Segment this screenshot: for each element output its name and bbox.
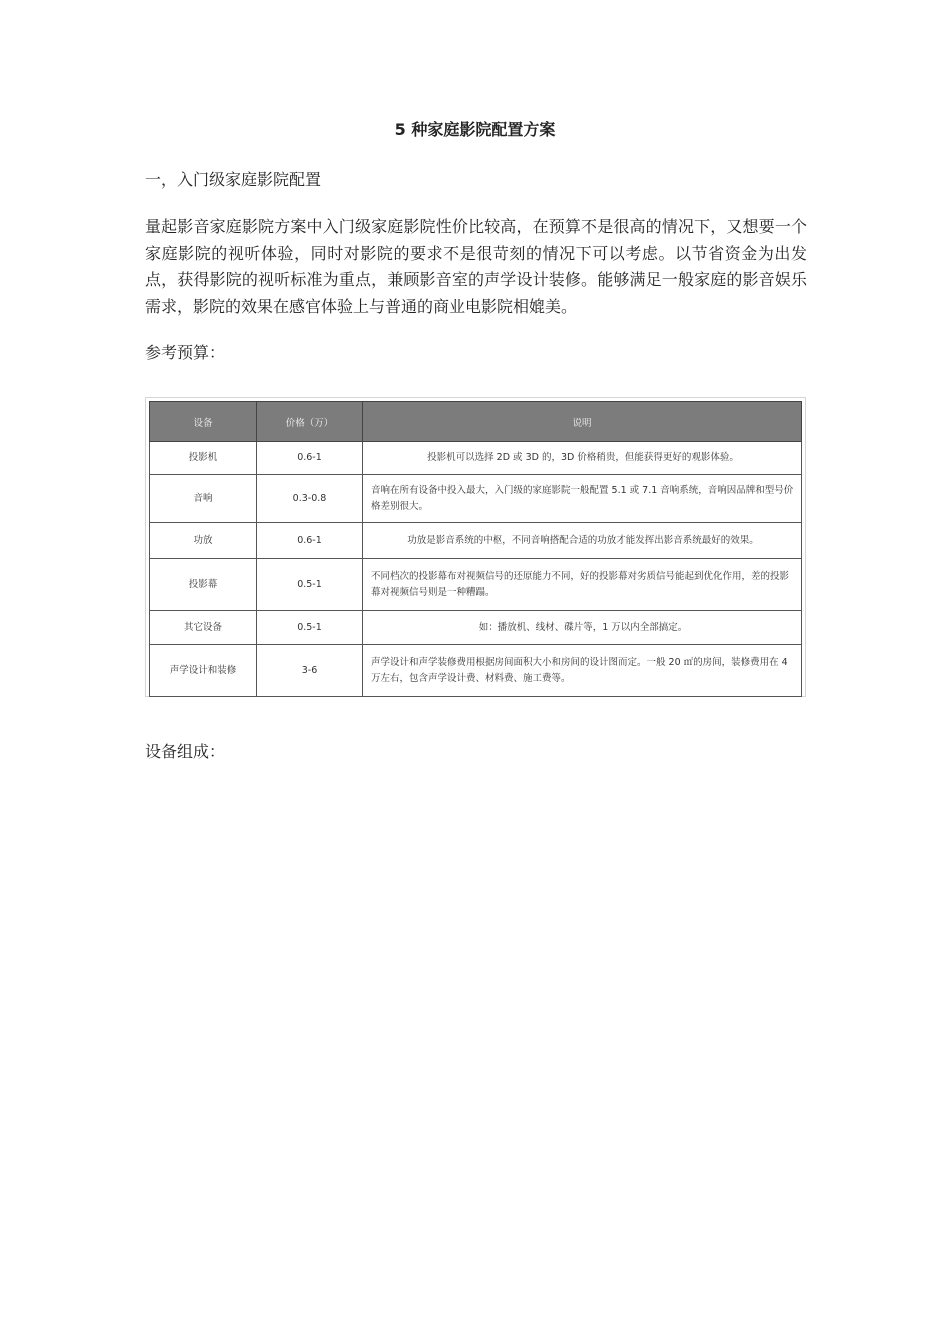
budget-label: 参考预算： [145,343,226,362]
document-title: 5 种家庭影院配置方案 [394,120,556,139]
cell-price: 3-6 [257,645,363,697]
budget-table-image [145,397,806,697]
header-price: 价格（万） [257,402,363,442]
table-row [150,611,802,645]
cell-desc: 音响在所有设备中投入最大，入门级的家庭影院一般配置 5.1 或 7.1 音响系统，音响因品牌和型号价格差别很大。 [363,475,802,523]
header-description: 说明 [363,402,802,442]
cell-item: 投影机 [150,442,257,475]
budget-table [149,401,802,697]
section-heading: 一，入门级家庭影院配置 [145,170,322,189]
cell-price: 0.6-1 [257,523,363,559]
table-row [150,442,802,475]
cell-desc: 功放是影音系统的中枢，不同音响搭配合适的功放才能发挥出影音系统最好的效果。 [363,523,802,559]
cell-desc: 投影机可以选择 2D 或 3D 的，3D 价格稍贵，但能获得更好的观影体验。 [363,442,802,475]
cell-price: 0.6-1 [257,442,363,475]
cell-price: 0.3-0.8 [257,475,363,523]
intro-paragraph: 量起影音家庭影院方案中入门级家庭影院性价比较高，在预算不是很高的情况下，又想要一个家庭影院的视听体验，同时对影院的要求不是很苛刻的情况下可以考虑。以节省资金为出发点，获得影院的视听标准为重点，兼顾影音室的声学设计装修。能够满足一般家庭的影音娱乐需求，影院的效果在感官体验上与普通的商业电影院相媲美。 [145,217,807,316]
cell-price: 0.5-1 [257,559,363,611]
equipment-label: 设备组成： [145,742,226,761]
cell-item: 声学设计和装修 [150,645,257,697]
cell-desc: 声学设计和声学装修费用根据房间面积大小和房间的设计图而定。一般 20 ㎡的房间，装修费用在 4 万左右，包含声学设计费、材料费、施工费等。 [363,645,802,697]
cell-desc: 不同档次的投影幕布对视频信号的还原能力不同，好的投影幕对劣质信号能起到优化作用，差的投影幕对视频信号则是一种糟蹋。 [363,559,802,611]
cell-item: 其它设备 [150,611,257,645]
table-row [150,645,802,697]
cell-desc: 如：播放机、线材、碟片等，1 万以内全部搞定。 [363,611,802,645]
table-row [150,475,802,523]
table-row [150,523,802,559]
cell-item: 音响 [150,475,257,523]
cell-item: 功放 [150,523,257,559]
table-header-row [150,402,802,442]
header-equipment: 设备 [150,402,257,442]
cell-item: 投影幕 [150,559,257,611]
cell-price: 0.5-1 [257,611,363,645]
table-row [150,559,802,611]
